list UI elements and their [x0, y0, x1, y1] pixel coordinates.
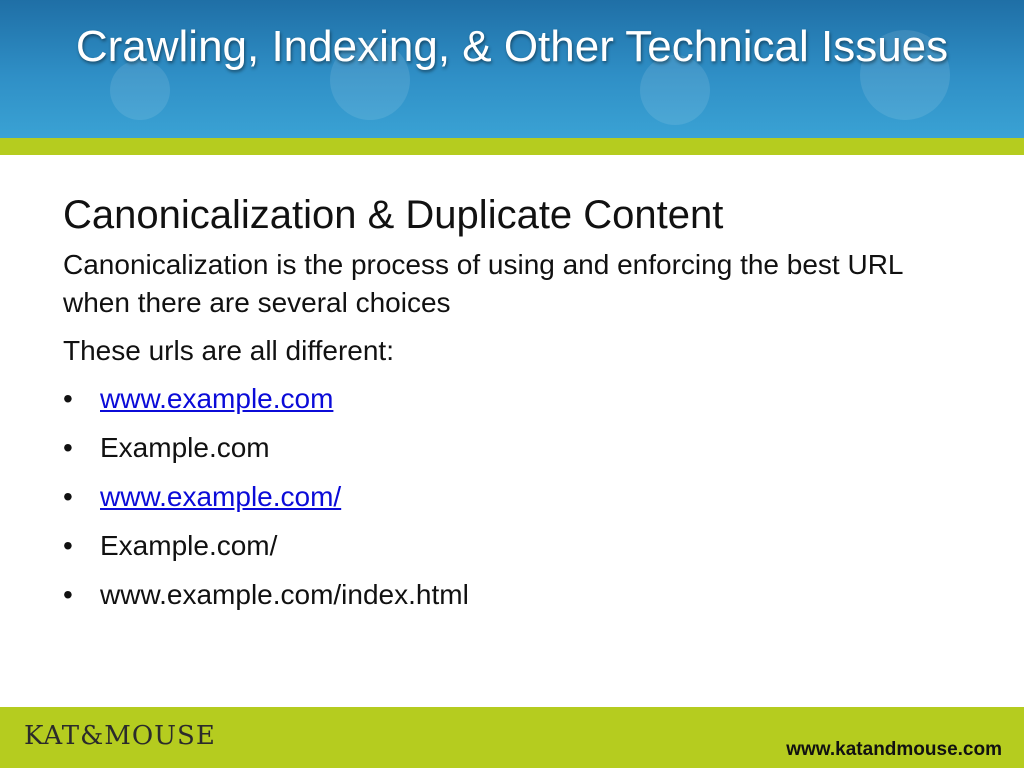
slide-subtitle: Canonicalization & Duplicate Content: [63, 193, 724, 237]
list-intro: These urls are all different:: [63, 335, 394, 366]
bullet-icon: •: [63, 481, 73, 512]
bullet-icon: •: [63, 383, 73, 414]
url-text: Example.com: [100, 432, 270, 463]
slide-title: Crawling, Indexing, & Other Technical Issues: [75, 22, 949, 71]
list-item: [63, 429, 963, 467]
slide-footer: [0, 707, 1024, 768]
url-link-www-example-com[interactable]: www.example.com: [100, 383, 334, 414]
slide-header: [0, 0, 1024, 138]
description-text: Canonicalization is the process of using and enforcing the best URL when there are several choices: [63, 249, 903, 318]
list-item: [63, 478, 963, 516]
url-list: [63, 380, 963, 614]
bullet-icon: •: [63, 579, 73, 610]
list-item: [63, 576, 963, 614]
bullet-icon: •: [63, 530, 73, 561]
bullet-icon: •: [63, 432, 73, 463]
list-item: [63, 527, 963, 565]
footer-url: www.katandmouse.com: [786, 739, 1002, 760]
url-link-www-example-com-slash[interactable]: www.example.com/: [100, 481, 342, 512]
kat-and-mouse-logo: KAT&MOUSE: [24, 721, 216, 751]
url-text: Example.com/: [100, 530, 278, 561]
list-item: [63, 380, 963, 418]
url-text: www.example.com/index.html: [100, 579, 469, 610]
header-accent-band: [0, 138, 1024, 155]
slide-content: [63, 190, 963, 625]
